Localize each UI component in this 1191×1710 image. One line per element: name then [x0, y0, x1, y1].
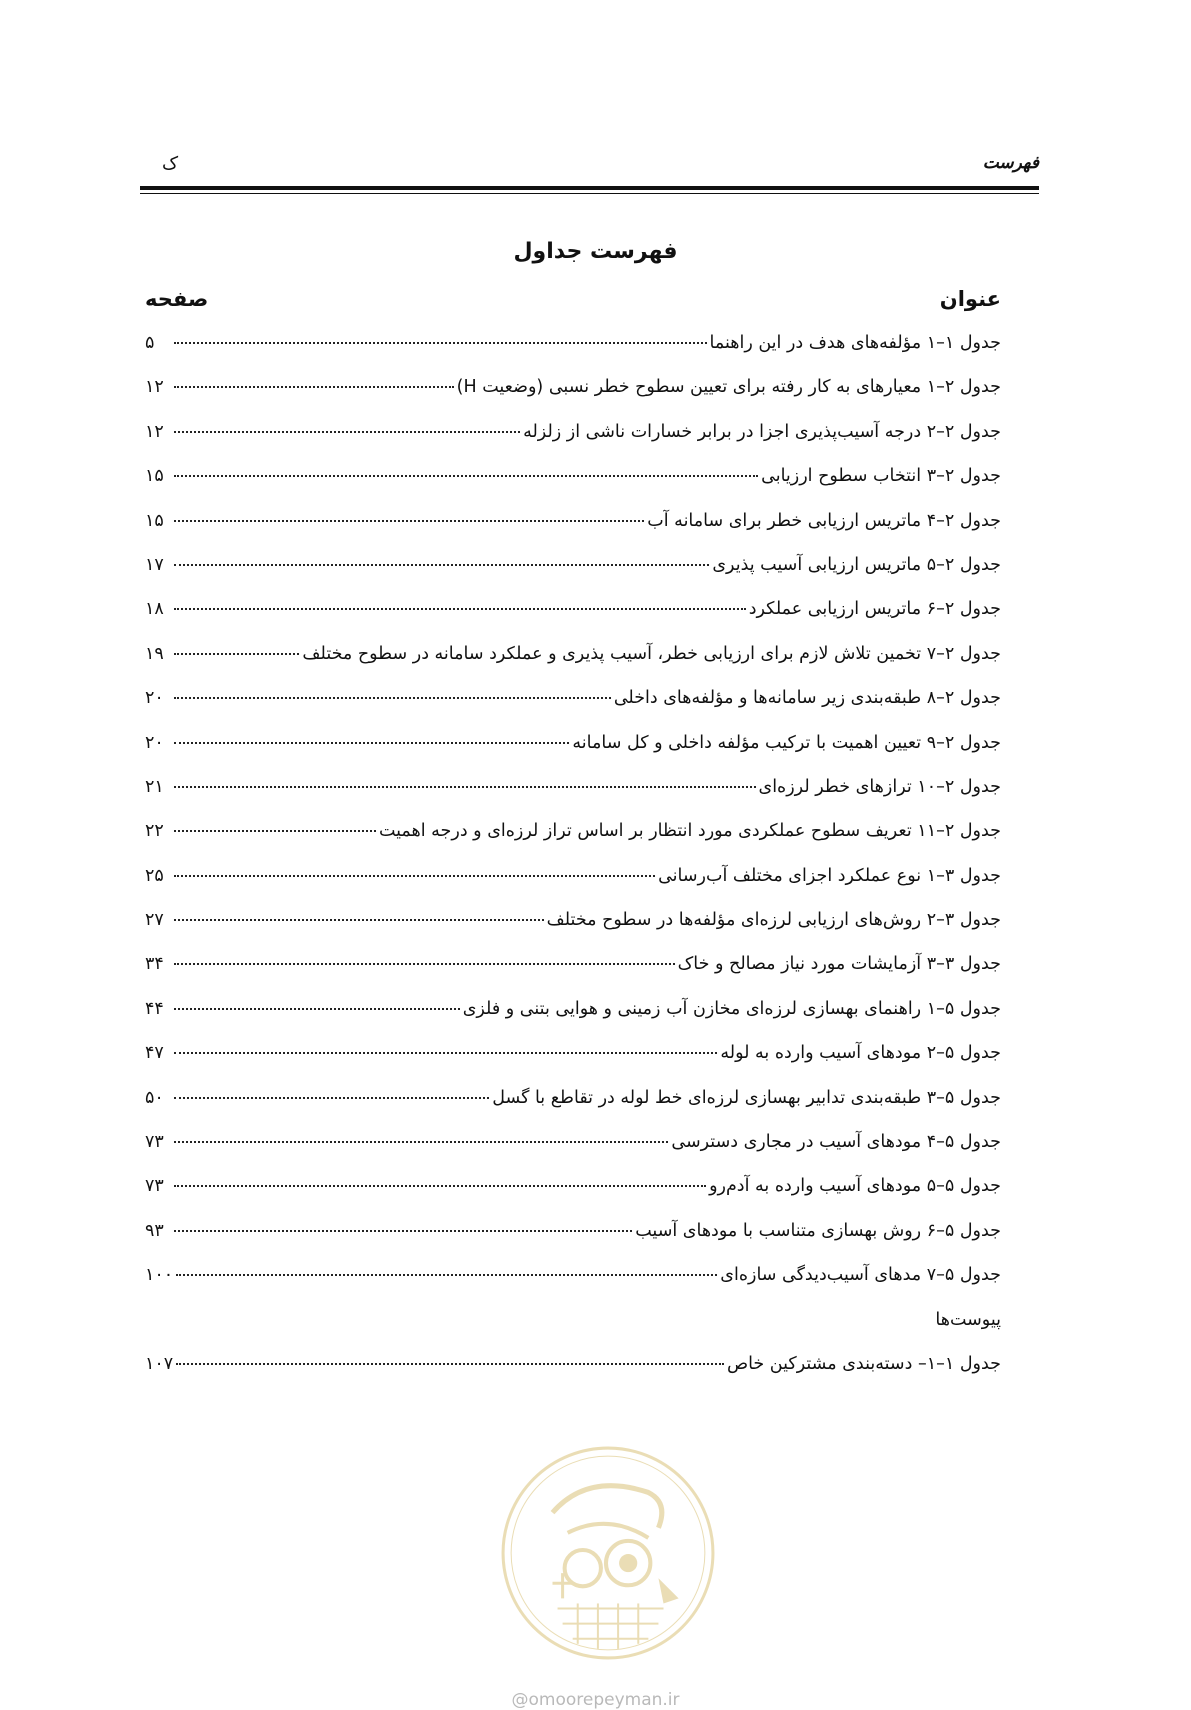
- dot-leader: [174, 1052, 717, 1054]
- toc-entry[interactable]: [145, 1176, 1001, 1220]
- toc-entry-title: جدول ۲–۲ درجه آسیب‌پذیری اجزا در برابر خسارات ناشی از زلزله: [523, 421, 1001, 442]
- toc-entry-page: ۱۵: [145, 510, 164, 531]
- toc-entry-title: جدول ۳–۳ آزمایشات مورد نیاز مصالح و خاک: [677, 954, 1001, 975]
- dot-leader: [174, 1141, 668, 1143]
- toc-entry[interactable]: [145, 733, 1001, 777]
- toc-entry-title: جدول ۲–۱۰ ترازهای خطر لرزه‌ای: [758, 776, 1001, 797]
- dot-leader: [174, 520, 644, 522]
- toc-entry-title: جدول ۲–۹ تعیین اهمیت با ترکیب مؤلفه داخلی و کل سامانه: [572, 732, 1001, 753]
- dot-leader: [174, 342, 707, 344]
- toc-entry-title: جدول ۵–۳ طبقه‌بندی تدابیر بهسازی لرزه‌ای خط لوله در تقاطع با گسل: [492, 1087, 1001, 1108]
- header-rule-thin: [140, 193, 1039, 194]
- toc-entry-page: ۱۲: [145, 377, 164, 398]
- toc-entry-title: جدول ۳–۱ نوع عملکرد اجزای مختلف آب‌رسانی: [658, 865, 1001, 886]
- dot-leader: [174, 1097, 489, 1099]
- dot-leader: [174, 875, 655, 877]
- toc-entry[interactable]: [145, 333, 1001, 377]
- toc-entry-title: جدول ۲–۸ طبقه‌بندی زیر سامانه‌ها و مؤلفه‌های داخلی: [613, 688, 1001, 709]
- toc-entry-title: جدول ۵–۶ روش بهسازی متناسب با مودهای آسیب: [635, 1220, 1001, 1241]
- toc-entry[interactable]: [145, 466, 1001, 510]
- toc-entry-title: جدول ۵–۴ مودهای آسیب در مجاری دسترسی: [671, 1132, 1001, 1153]
- toc-entry-page: ۹۳: [145, 1220, 164, 1241]
- toc-entry-title: جدول ۲–۶ ماتریس ارزیابی عملکرد: [748, 599, 1001, 620]
- running-header: [140, 145, 1039, 185]
- toc-entry[interactable]: [145, 954, 1001, 998]
- toc-list: [145, 333, 1001, 1398]
- appendix-label: پیوست‌ها: [935, 1309, 1001, 1330]
- dot-leader: [174, 1008, 460, 1010]
- running-title: فهرست: [982, 153, 1039, 173]
- toc-entry-title: جدول ۲–۱ معیارهای به کار رفته برای تعیین سطوح خطر نسبی (وضعیت H): [456, 377, 1001, 398]
- toc-entry-page: ۷۳: [145, 1176, 164, 1197]
- page-number: ک: [162, 153, 179, 174]
- toc-column-headers: [145, 287, 1001, 321]
- toc-title: فهرست جداول: [513, 239, 678, 264]
- dot-leader: [174, 1230, 632, 1232]
- dot-leader: [174, 386, 454, 388]
- toc-entry-page: ۵۰: [145, 1087, 164, 1108]
- toc-entry[interactable]: [145, 644, 1001, 688]
- column-header-page: صفحه: [145, 287, 209, 311]
- toc-entry-page: ۳۴: [145, 954, 164, 975]
- toc-entry-title: جدول ۲–۱۱ تعریف سطوح عملکردی مورد انتظار بر اساس تراز لرزه‌ای و درجه اهمیت: [378, 821, 1001, 842]
- toc-entry-page: ۱۵: [145, 466, 164, 487]
- toc-entry-page: ۱۰۰: [145, 1265, 174, 1286]
- dot-leader: [174, 431, 520, 433]
- toc-entry[interactable]: [145, 777, 1001, 821]
- toc-entry-page: ۱۰۷: [145, 1353, 174, 1374]
- toc-entry-title: جدول ۲–۴ ماتریس ارزیابی خطر برای سامانه آب: [647, 510, 1001, 531]
- toc-entry[interactable]: [145, 511, 1001, 555]
- dot-leader: [174, 653, 299, 655]
- toc-entry-page: ۲۲: [145, 821, 164, 842]
- toc-entry-title: جدول ۵–۵ مودهای آسیب وارده به آدم‌رو: [709, 1176, 1001, 1197]
- toc-entry[interactable]: [145, 422, 1001, 466]
- toc-entry-page: ۲۰: [145, 732, 164, 753]
- toc-entry[interactable]: [145, 599, 1001, 643]
- dot-leader: [174, 475, 758, 477]
- toc-entry-page: ۴۴: [145, 998, 164, 1019]
- toc-entry-page: ۲۵: [145, 865, 164, 886]
- dot-leader: [174, 742, 569, 744]
- toc-entry[interactable]: [145, 688, 1001, 732]
- toc-entry-page: ۱۲: [145, 421, 164, 442]
- toc-entry-title: جدول ۱–۱– دسته‌بندی مشترکین خاص: [726, 1353, 1001, 1374]
- toc-entry-title: جدول ۵–۱ راهنمای بهسازی لرزه‌ای مخازن آب زمینی و هوایی بتنی و فلزی: [462, 998, 1001, 1019]
- toc-entry[interactable]: [145, 866, 1001, 910]
- toc-entry-page: ۱۷: [145, 554, 164, 575]
- dot-leader: [174, 564, 709, 566]
- dot-leader: [174, 697, 611, 699]
- toc-entry[interactable]: [145, 821, 1001, 865]
- toc-entry-page: ۴۷: [145, 1043, 164, 1064]
- watermark-url: @omoorepeyman.ir: [511, 1690, 680, 1710]
- toc-entry[interactable]: [145, 1265, 1001, 1309]
- toc-entry-page: ۲۰: [145, 688, 164, 709]
- toc-entry[interactable]: [145, 910, 1001, 954]
- dot-leader: [174, 963, 675, 965]
- toc-entry-page: ۲۷: [145, 910, 164, 931]
- toc-entry[interactable]: [145, 555, 1001, 599]
- toc-entry-title: جدول ۳–۲ روش‌های ارزیابی لرزه‌ای مؤلفه‌ها در سطوح مختلف: [546, 910, 1001, 931]
- toc-entry-title: جدول ۵–۲ مودهای آسیب وارده به لوله: [720, 1043, 1001, 1064]
- toc-entry-page: ۷۳: [145, 1132, 164, 1153]
- watermark-logo: [497, 1442, 719, 1664]
- dot-leader: [174, 1185, 706, 1187]
- toc-entry[interactable]: [145, 377, 1001, 421]
- toc-entry-title: جدول ۲–۷ تخمین تلاش لازم برای ارزیابی خطر، آسیب پذیری و عملکرد سامانه در سطوح مختلف: [302, 643, 1001, 664]
- toc-entry[interactable]: [145, 1088, 1001, 1132]
- toc-entry-page: ۱۸: [145, 599, 164, 620]
- dot-leader: [174, 608, 746, 610]
- header-rule-thick: [140, 186, 1039, 190]
- toc-entry[interactable]: [145, 1132, 1001, 1176]
- dot-leader: [174, 830, 376, 832]
- toc-entry-page: ۱۹: [145, 643, 164, 664]
- column-header-title: عنوان: [939, 287, 1001, 311]
- dot-leader: [174, 786, 756, 788]
- toc-entry-title: جدول ۵–۷ مدهای آسیب‌دیدگی سازه‌ای: [720, 1265, 1001, 1286]
- toc-entry[interactable]: [145, 1354, 1001, 1398]
- toc-entry-page: ۵: [145, 333, 155, 353]
- dot-leader: [176, 1363, 724, 1365]
- toc-entry[interactable]: [145, 999, 1001, 1043]
- dot-leader: [174, 919, 544, 921]
- toc-entry-title: جدول ۱–۱ مؤلفه‌های هدف در این راهنما: [709, 333, 1001, 353]
- toc-entry-title: جدول ۲–۳ انتخاب سطوح ارزیابی: [761, 466, 1001, 487]
- toc-entry[interactable]: [145, 1043, 1001, 1087]
- toc-entry[interactable]: [145, 1221, 1001, 1265]
- toc-entry-page: ۲۱: [145, 776, 164, 797]
- dot-leader: [176, 1274, 717, 1276]
- toc-entry-title: جدول ۲–۵ ماتریس ارزیابی آسیب پذیری: [712, 554, 1001, 575]
